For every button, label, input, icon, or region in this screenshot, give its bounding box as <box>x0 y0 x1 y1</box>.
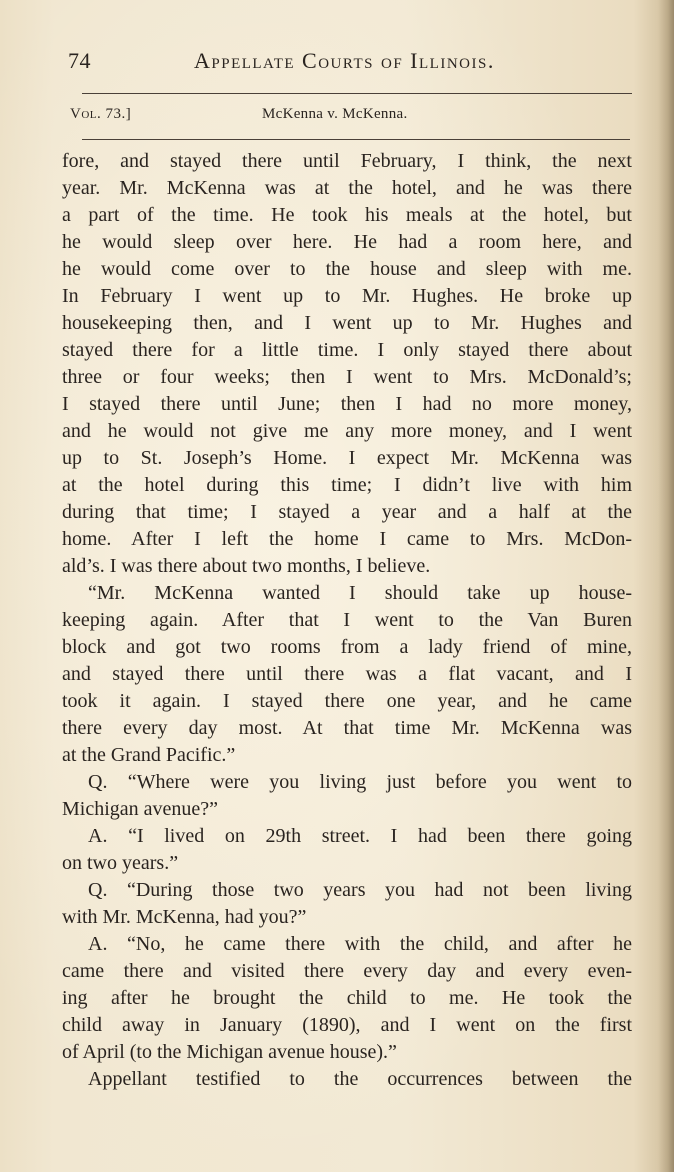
text-line: took it again. I stayed there one year, and he came <box>62 690 632 712</box>
running-title: Appellate Courts of Illinois. <box>194 48 495 73</box>
text-line: ing after he brought the child to me. He took the <box>62 987 632 1009</box>
text-line: Appellant testified to the occurrences between the <box>88 1068 632 1090</box>
text-line: at the hotel during this time; I didn’t live with him <box>62 474 632 496</box>
header-rule-bottom <box>82 139 630 140</box>
header-rule-top <box>82 93 632 94</box>
text-line: Q. “During those two years you had not been living <box>88 879 632 901</box>
page-number: 74 <box>68 48 91 73</box>
text-line: at the Grand Pacific.” <box>62 744 236 766</box>
text-line: with Mr. McKenna, had you?” <box>62 906 307 928</box>
text-line: Michigan avenue?” <box>62 798 219 820</box>
volume-label: Vol. 73.] <box>70 106 132 122</box>
text-line: up to St. Joseph’s Home. I expect Mr. McKenna was <box>62 447 632 469</box>
text-line: A. “I lived on 29th street. I had been there going <box>88 825 632 847</box>
text-line: stayed there for a little time. I only stayed there about <box>62 339 632 361</box>
text-line: year. Mr. McKenna was at the hotel, and he was there <box>62 177 632 199</box>
text-line: I stayed there until June; then I had no more money, <box>62 393 632 415</box>
text-line: keeping again. After that I went to the Van Buren <box>62 609 632 631</box>
text-line: of April (to the Michigan avenue house).” <box>62 1041 397 1063</box>
running-head <box>68 48 626 82</box>
text-line: during that time; I stayed a year and a half at the <box>62 501 632 523</box>
text-line: and he would not give me any more money, and I went <box>62 420 632 442</box>
text-line: block and got two rooms from a lady friend of mine, <box>62 636 632 658</box>
text-line: a part of the time. He took his meals at the hotel, but <box>62 204 632 226</box>
text-line: came there and visited there every day and every even- <box>62 960 632 982</box>
case-caption <box>70 106 630 128</box>
text-line: home. After I left the home I came to Mrs. McDon- <box>62 528 632 550</box>
text-line: he would sleep over here. He had a room here, and <box>62 231 632 253</box>
text-line: and stayed there until there was a flat vacant, and I <box>62 663 632 685</box>
text-line: child away in January (1890), and I went on the first <box>62 1014 632 1036</box>
text-line: ald’s. I was there about two months, I believe. <box>62 555 431 577</box>
text-line: three or four weeks; then I went to Mrs. McDonald’s; <box>62 366 632 388</box>
body-text <box>62 148 632 1093</box>
text-line: housekeeping then, and I went up to Mr. Hughes and <box>62 312 632 334</box>
text-line: Q. “Where were you living just before you went to <box>88 771 632 793</box>
text-line: fore, and stayed there until February, I think, the next <box>62 150 632 172</box>
text-line: A. “No, he came there with the child, and after he <box>88 933 632 955</box>
text-line: “Mr. McKenna wanted I should take up house- <box>88 582 632 604</box>
case-title: McKenna v. McKenna. <box>262 106 408 122</box>
page-edge-shadow <box>658 0 674 1172</box>
text-line: he would come over to the house and sleep with me. <box>62 258 632 280</box>
text-line: there every day most. At that time Mr. McKenna was <box>62 717 632 739</box>
text-line: In February I went up to Mr. Hughes. He broke up <box>62 285 632 307</box>
text-line: on two years.” <box>62 852 179 874</box>
